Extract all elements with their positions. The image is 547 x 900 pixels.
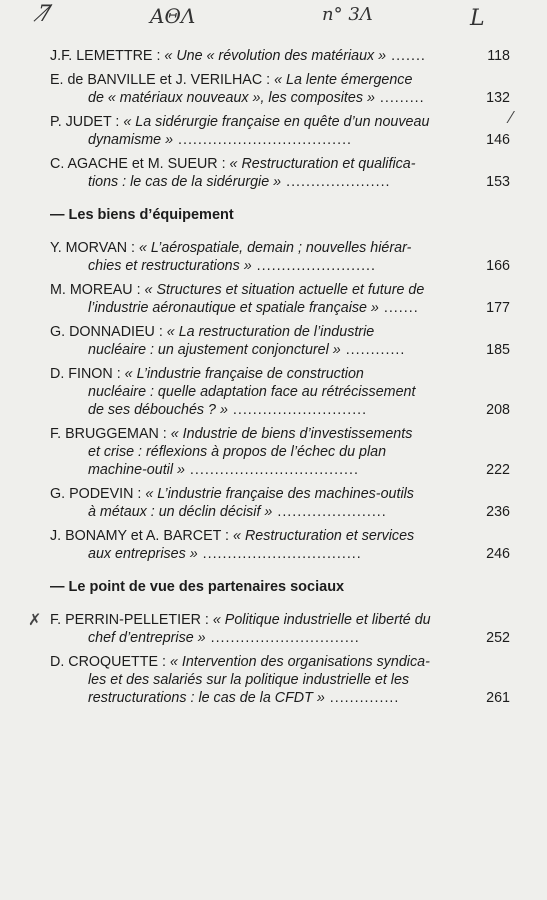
entry-title: « Industrie de biens d’investissements — [170, 426, 413, 442]
cross-mark-icon: ✗ — [28, 610, 42, 629]
entry-title: « L’industrie française de construction — [124, 366, 364, 382]
section-heading: — Les biens d’équipement — [50, 207, 234, 223]
toc-entry — [50, 485, 510, 521]
entry-title-cont: aux entreprises » — [88, 546, 198, 562]
entry-author: P. JUDET : — [50, 114, 124, 130]
entry-author: Y. MORVAN : — [50, 240, 139, 256]
toc-entry — [50, 365, 510, 419]
entry-page-number: 153 — [486, 174, 510, 190]
entry-page-number: 236 — [486, 504, 510, 520]
entry-title-cont: machine-outil » — [88, 462, 185, 478]
entry-title-cont: chies et restructurations » — [88, 258, 252, 274]
entry-leader: ........................ — [251, 258, 377, 274]
toc-entry — [50, 239, 510, 275]
entry-title-cont: et crise : réflexions à propos de l’échec du plan — [88, 444, 387, 460]
entry-title: « Une « révolution des matériaux » — [164, 48, 387, 64]
entry-title-cont: restructurations : le cas de la CFDT » — [88, 690, 325, 706]
entry-page-number: 132 — [486, 90, 510, 106]
entry-page-number: 166 — [486, 258, 510, 274]
entry-author: G. DONNADIEU : — [50, 324, 167, 340]
entry-author: D. CROQUETTE : — [50, 654, 170, 670]
entry-title-cont: dynamisme » — [88, 132, 174, 148]
entry-title-cont: chef d’entreprise » — [88, 630, 206, 646]
handwritten-note-mid: ΑΘΛ — [150, 4, 196, 28]
entry-title: « L’aérospatiale, demain ; nouvelles hiérar- — [139, 240, 412, 256]
entry-author: D. FINON : — [50, 366, 125, 382]
handwritten-note-right: L — [470, 6, 485, 31]
entry-page-number: 185 — [486, 342, 510, 358]
entry-title-cont: de ses débouchés ? » — [88, 402, 228, 418]
toc-entry — [28, 610, 510, 647]
entry-page-number: 118 — [487, 48, 510, 64]
entry-title-cont: l’industrie aéronautique et spatiale française » — [88, 300, 379, 316]
entry-leader: .............. — [324, 690, 400, 706]
entry-author: E. de BANVILLE et J. VERILHAC : — [50, 72, 275, 88]
entry-page-number: 252 — [486, 630, 510, 646]
entry-leader: ...................... — [272, 504, 387, 520]
entry-leader: ....... — [386, 48, 426, 64]
check-mark-icon: ⁄ — [509, 108, 512, 127]
entry-title: « Intervention des organisations syndica- — [169, 654, 430, 670]
entry-title-cont: les et des salariés sur la politique industrielle et les — [88, 672, 410, 688]
entry-author: J. BONAMY et A. BARCET : — [50, 528, 234, 544]
entry-author: C. AGACHE et M. SUEUR : — [50, 156, 230, 172]
entry-page-number: 222 — [486, 462, 510, 478]
toc-entry — [50, 527, 510, 563]
entry-title: « Restructuration et qualifica- — [229, 156, 416, 172]
entry-leader: ..................... — [281, 174, 391, 190]
entry-title: « Politique industrielle et liberté du — [212, 612, 431, 628]
entry-author: M. MOREAU : — [50, 282, 145, 298]
entry-title-cont: nucléaire : quelle adaptation face au rétrécissement — [88, 384, 416, 400]
entry-title-cont: de « matériaux nouveaux », les composites » — [88, 90, 375, 106]
entry-leader: ................................ — [197, 546, 362, 562]
entry-page-number: 246 — [486, 546, 510, 562]
handwritten-note-left: 7̸ — [38, 2, 52, 27]
entry-title-cont: tions : le cas de la sidérurgie » — [88, 174, 282, 190]
entry-leader: ......... — [374, 90, 425, 106]
entry-author: J.F. LEMETTRE : — [50, 48, 165, 64]
entry-page-number: 261 — [486, 690, 510, 706]
entry-page-number: 208 — [486, 402, 510, 418]
handwritten-note-center: n° 3Λ — [322, 4, 373, 25]
toc-entry — [50, 47, 510, 65]
entry-title: « L’industrie française des machines-outils — [145, 486, 414, 502]
entry-leader: .............................. — [205, 630, 360, 646]
entry-author: F. PERRIN-PELLETIER : — [50, 612, 213, 628]
entry-author: F. BRUGGEMAN : — [50, 426, 171, 442]
entry-leader: .................................. — [184, 462, 359, 478]
entry-title-cont: à métaux : un déclin décisif » — [88, 504, 273, 520]
toc-entry — [50, 281, 510, 317]
toc-entry — [50, 653, 510, 707]
entry-leader: ............ — [340, 342, 406, 358]
toc-entry — [50, 155, 510, 191]
section-heading: — Le point de vue des partenaires sociaux — [50, 579, 345, 595]
entry-title: « Structures et situation actuelle et future de — [144, 282, 425, 298]
entry-page-number: 177 — [486, 300, 510, 316]
toc-entry — [50, 323, 510, 359]
entry-leader: ........................... — [227, 402, 368, 418]
entry-title: « La lente émergence — [274, 72, 413, 88]
toc-entry — [50, 71, 510, 107]
entry-leader: ................................... — [173, 132, 353, 148]
entry-page-number: 146 — [486, 132, 510, 148]
entry-leader: ....... — [378, 300, 419, 316]
toc-entry — [50, 425, 510, 479]
toc-entry — [50, 108, 512, 149]
table-of-contents — [28, 47, 512, 713]
entry-title-cont: nucléaire : un ajustement conjoncturel » — [88, 342, 341, 358]
entry-title: « Restructuration et services — [233, 528, 415, 544]
entry-author: G. PODEVIN : — [50, 486, 146, 502]
entry-title: « La sidérurgie française en quête d’un nouveau — [123, 114, 430, 130]
entry-title: « La restructuration de l’industrie — [166, 324, 375, 340]
